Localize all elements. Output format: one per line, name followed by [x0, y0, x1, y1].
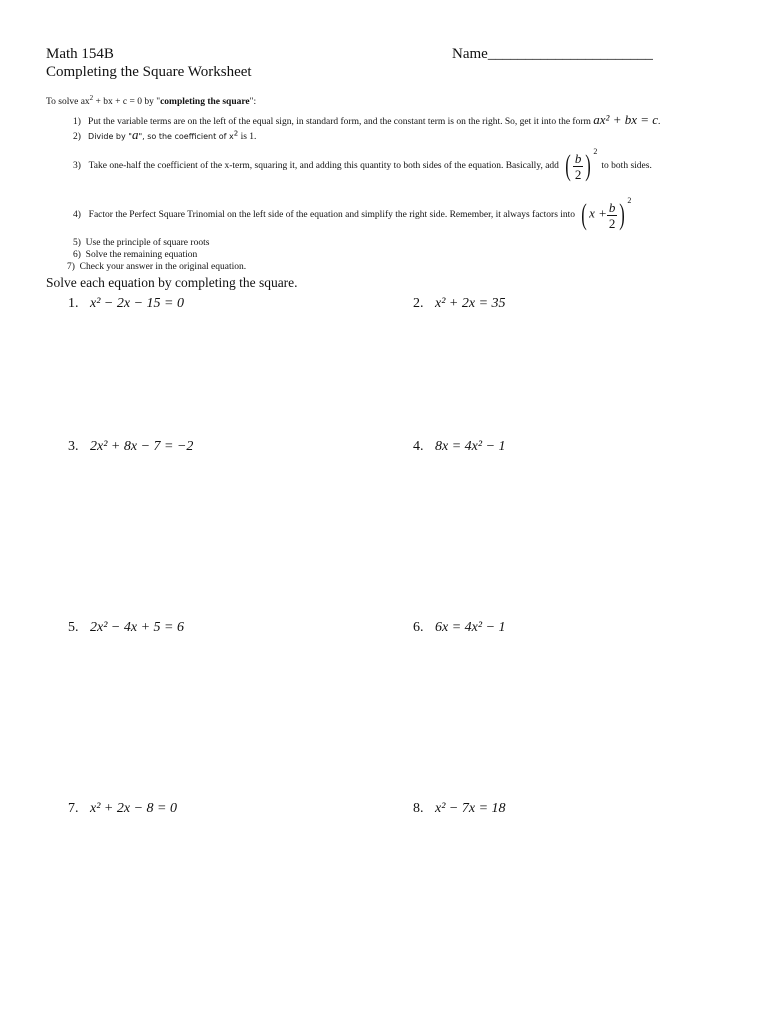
- worksheet-title: Completing the Square Worksheet: [46, 64, 252, 80]
- problem-6: 6. 6x = 4x² − 1: [413, 620, 506, 635]
- intro-line: To solve $ax^2$ + bx + c = 0 by "completing the square":: [46, 94, 257, 108]
- step-7: 7) Check your answer in the original equation.: [67, 262, 247, 272]
- problem-7: 7. x² + 2x − 8 = 0: [68, 801, 177, 816]
- problem-4: 4. 8x = 4x² − 1: [413, 439, 506, 454]
- problem-2: 2. x² + 2x = 35: [413, 296, 506, 311]
- instruction: Solve each equation by completing the square.: [46, 275, 298, 290]
- step-1: 1) Put the variable terms are on the left of the equal sign, in standard form, and the constant term is on the right. So, get it into the form ax² + bx = c.: [73, 112, 661, 127]
- name-field-label: Name______________________: [452, 46, 653, 62]
- step-4: 4) Factor the Perfect Square Trinomial on the left side of the equation and simplify the right side. Remember, it always factors into ( x + $\frac{b}{2}$ ) $^2$: [73, 195, 632, 231]
- problem-5: 5. 2x² − 4x + 5 = 6: [68, 620, 184, 635]
- standard-form-equation: ax² + bx = c: [593, 112, 659, 127]
- step-5: 5) Use the principle of square roots: [73, 238, 210, 248]
- step-3: 3) Take one-half the coefficient of the x-term, squaring it, and adding this quantity to both sides of the equation. Basically, add ( $\frac{b}{2}$ ) $^2$ to both sides.: [73, 146, 652, 182]
- problem-8: 8. x² − 7x = 18: [413, 801, 506, 816]
- course-title: Math 154B: [46, 46, 114, 62]
- step-2: 2) Divide by "a", so the coefficient of x2 is 1.: [73, 127, 257, 142]
- problem-1: 1. x² − 2x − 15 = 0: [68, 296, 184, 311]
- step-6: 6) Solve the remaining equation: [73, 250, 198, 260]
- problem-3: 3. 2x² + 8x − 7 = −2: [68, 439, 194, 454]
